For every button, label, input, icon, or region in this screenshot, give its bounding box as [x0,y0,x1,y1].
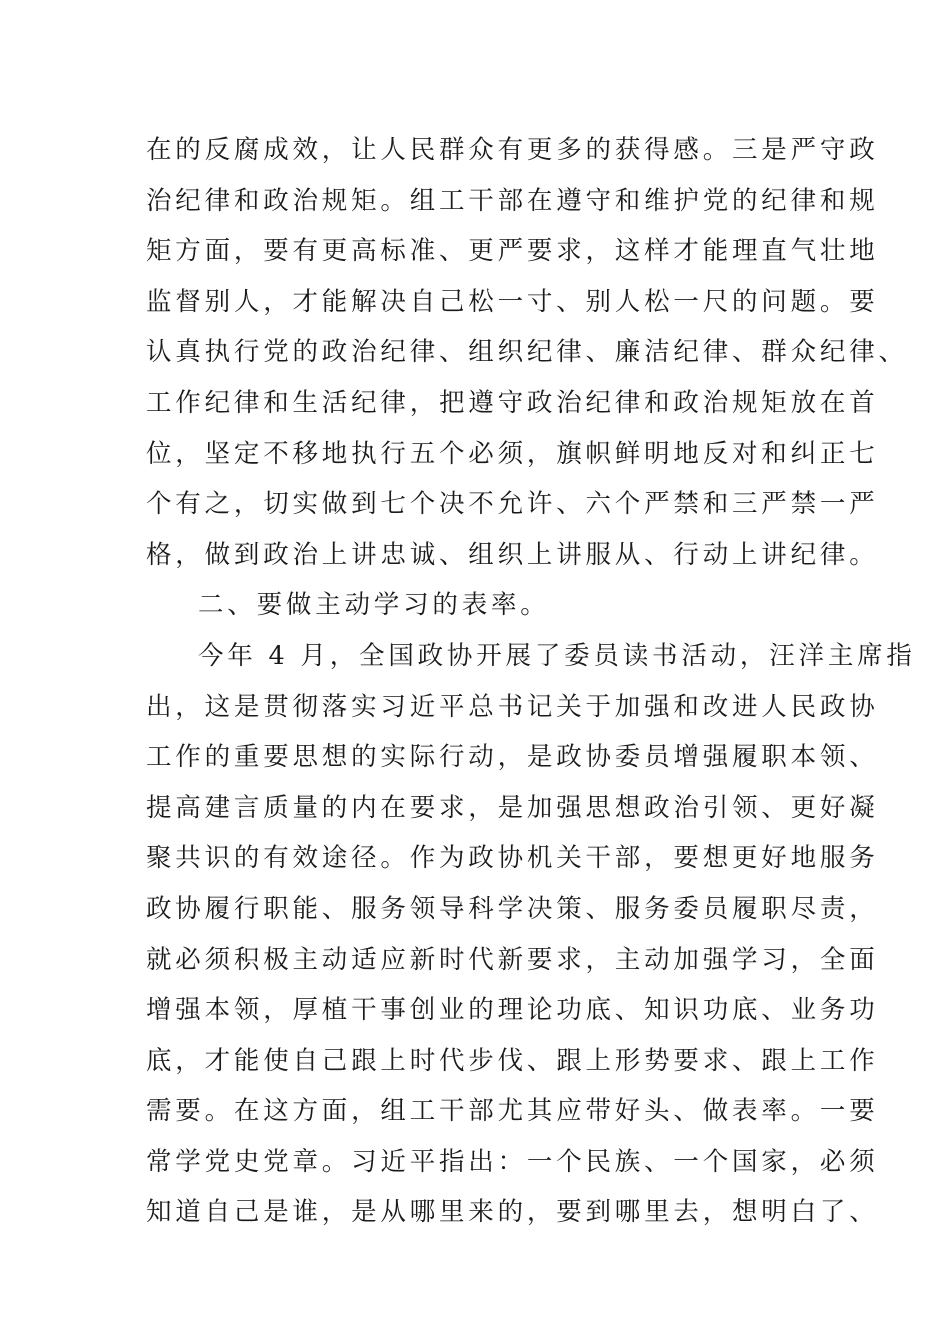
text-line: 出，这是贯彻落实习近平总书记关于加强和改进人民政协 [146,691,879,722]
text-line: 认真执行党的政治纪律、组织纪律、廉洁纪律、群众纪律、 [146,337,908,368]
text-line: 常学党史党章。习近平指出：一个民族、一个国家，必须 [146,1146,879,1177]
text-line: 在的反腐成效，让人民群众有更多的获得感。三是严守政 [146,135,879,165]
text-line: 就必须积极主动适应新时代新要求，主动加强学习，全面 [146,944,879,975]
text-line: 知道自己是谁，是从哪里来的，要到哪里去，想明白了、 [146,1197,879,1228]
text-line: 监督别人，才能解决自己松一寸、别人松一尺的问题。要 [146,286,879,317]
text-line: 需要。在这方面，组工干部尤其应带好头、做表率。一要 [146,1096,879,1127]
text-line: 矩方面，要有更高标准、更严要求，这样才能理直气壮地 [146,236,879,267]
paragraph-start-line: 今年 4 月，全国政协开展了委员读书活动，汪洋主席指 [198,640,916,671]
text-line: 位，坚定不移地执行五个必须，旗帜鲜明地反对和纠正七 [146,438,879,469]
text-line: 聚共识的有效途径。作为政协机关干部，要想更好地服务 [146,843,879,874]
text-line: 增强本领，厚植干事创业的理论功底、知识功底、业务功 [146,995,879,1026]
text-line: 政协履行职能、服务领导科学决策、服务委员履职尽责， [146,893,879,924]
document-body [146,125,916,1238]
text-line: 底，才能使自己跟上时代步伐、跟上形势要求、跟上工作 [146,1045,879,1076]
section-heading: 二、要做主动学习的表率。 [198,590,550,621]
text-line: 个有之，切实做到七个决不允许、六个严禁和三严禁一严 [146,489,879,520]
text-line: 工作的重要思想的实际行动，是政协委员增强履职本领、 [146,742,879,773]
text-line: 提高建言质量的内在要求，是加强思想政治引领、更好凝 [146,792,879,823]
text-line: 治纪律和政治规矩。组工干部在遵守和维护党的纪律和规 [146,185,879,216]
text-line: 格，做到政治上讲忠诚、组织上讲服从、行动上讲纪律。 [146,539,879,570]
text-line: 工作纪律和生活纪律，把遵守政治纪律和政治规矩放在首 [146,387,879,418]
